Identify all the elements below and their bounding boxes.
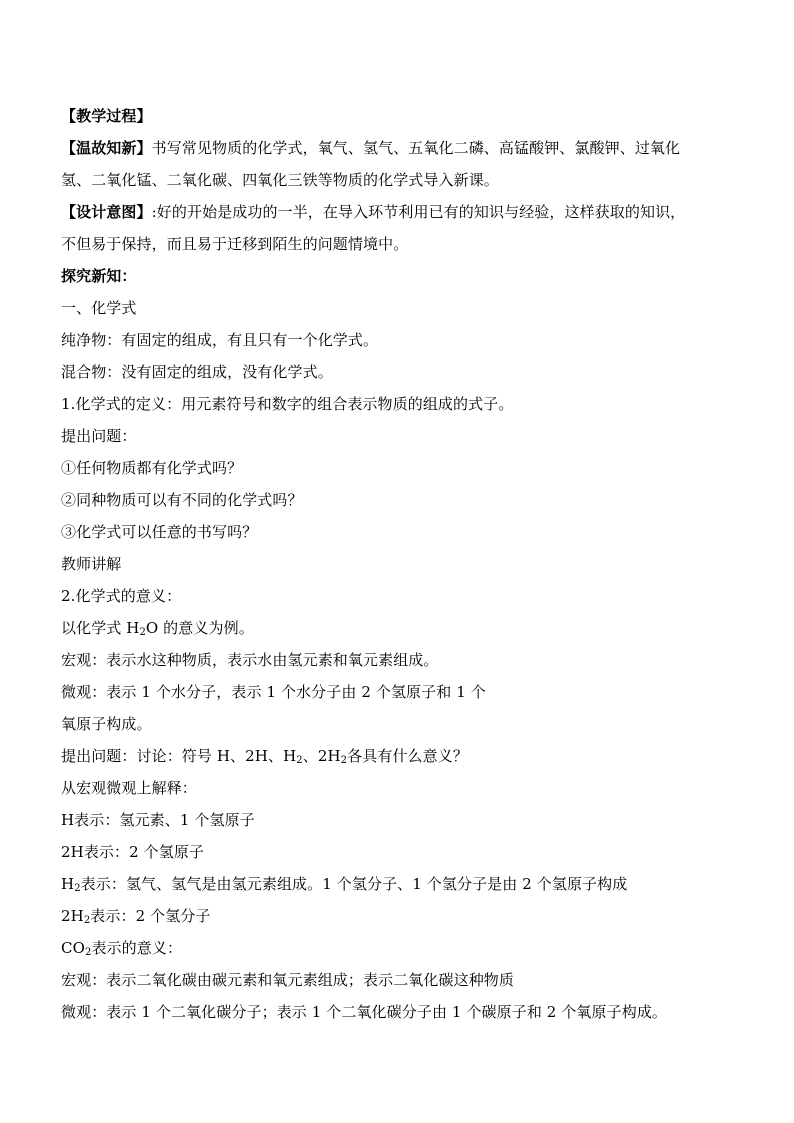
formula-definition: 1.化学式的定义：用元素符号和数字的组合表示物质的组成的式子。 <box>61 395 514 413</box>
mixture-text: 混合物：没有固定的组成，没有化学式。 <box>61 363 333 381</box>
h2-post: 表示：氢气、氢气是由氢元素组成。1 个氢分子、1 个氢分子是由 2 个氢原子构成 <box>80 875 628 893</box>
pure-substance-text: 纯净物：有固定的组成，有且只有一个化学式。 <box>61 331 379 349</box>
section-1-title: 一、化学式 <box>61 299 137 317</box>
explain-label: 从宏观微观上解释： <box>61 779 197 797</box>
discussion-sub-2: 2 <box>340 755 348 766</box>
h-meaning: H表示：氢元素、1 个氢原子 <box>61 811 255 829</box>
discussion-post: 各具有什么意义？ <box>347 747 468 765</box>
water-example-sub: 2 <box>139 627 146 638</box>
two-h2-sub: 2 <box>83 915 91 926</box>
teacher-explanation: 教师讲解 <box>61 555 122 573</box>
h2-sub: 2 <box>74 883 81 894</box>
two-h2-meaning <box>61 900 741 932</box>
two-h2-post: 表示：2 个氢分子 <box>90 907 211 925</box>
explore-heading: 探究新知： <box>61 267 137 285</box>
h2-pre: H <box>61 875 75 893</box>
macro-co2: 宏观：表示二氧化碳由碳元素和氧元素组成；表示二氧化碳这种物质 <box>61 971 515 989</box>
ask-question-label: 提出问题： <box>61 427 137 445</box>
intent-paragraph-line-1 <box>61 196 741 228</box>
discussion-question <box>61 740 741 772</box>
review-text-1: 书写常见物质的化学式，氧气、氢气、五氧化二磷、高锰酸钾、氯酸钾、过氧化 <box>151 139 681 157</box>
teaching-process-heading: 【教学过程】 <box>61 107 152 125</box>
review-label: 【温故知新】 <box>61 139 152 157</box>
co2-meaning-title <box>61 932 741 964</box>
water-example-post: O 的意义为例。 <box>145 619 254 637</box>
macro-water: 宏观：表示水这种物质，表示水由氢元素和氧元素组成。 <box>61 651 439 669</box>
micro-co2: 微观：表示 1 个二氧化碳分子；表示 1 个二氧化碳分子由 1 个碳原子和 2 个氧原子构成。 <box>61 1003 668 1021</box>
intent-paragraph-line-2: 不但易于保持，而且易于迁移到陌生的问题情境中。 <box>61 235 409 253</box>
water-example-pre: 以化学式 H <box>61 619 140 637</box>
two-h2-pre: 2H <box>61 907 84 925</box>
water-example <box>61 612 741 644</box>
micro-water-line-2: 氧原子构成。 <box>61 715 152 733</box>
discussion-pre: 提出问题：讨论：符号 H、2H、H <box>61 747 297 765</box>
micro-water-line-1: 微观：表示 1 个水分子，表示 1 个水分子由 2 个氢原子和 1 个 <box>61 683 486 701</box>
meaning-title: 2.化学式的意义： <box>61 587 182 605</box>
review-paragraph-line-2: 氢、二氧化锰、二氧化碳、四氧化三铁等物质的化学式导入新课。 <box>61 171 499 189</box>
intent-label: 【设计意图】 <box>61 203 152 221</box>
review-paragraph-line-1 <box>61 132 741 164</box>
question-3: ③化学式可以任意的书写吗？ <box>61 523 258 541</box>
discussion-sub-1: 2 <box>296 755 303 766</box>
two-h-meaning: 2H表示：2 个氢原子 <box>61 843 205 861</box>
co2-post: 表示的意义： <box>91 939 183 957</box>
co2-sub: 2 <box>84 947 92 958</box>
co2-pre: CO <box>61 939 85 957</box>
question-1: ①任何物质都有化学式吗？ <box>61 459 243 477</box>
intent-text-1: :好的开始是成功的一半，在导入环节利用已有的知识与经验，这样获取的知识， <box>151 203 686 221</box>
discussion-mid: 、2H <box>302 747 341 765</box>
h2-meaning <box>61 868 741 900</box>
document-body <box>61 100 741 1028</box>
question-2: ②同种物质可以有不同的化学式吗？ <box>61 491 303 509</box>
